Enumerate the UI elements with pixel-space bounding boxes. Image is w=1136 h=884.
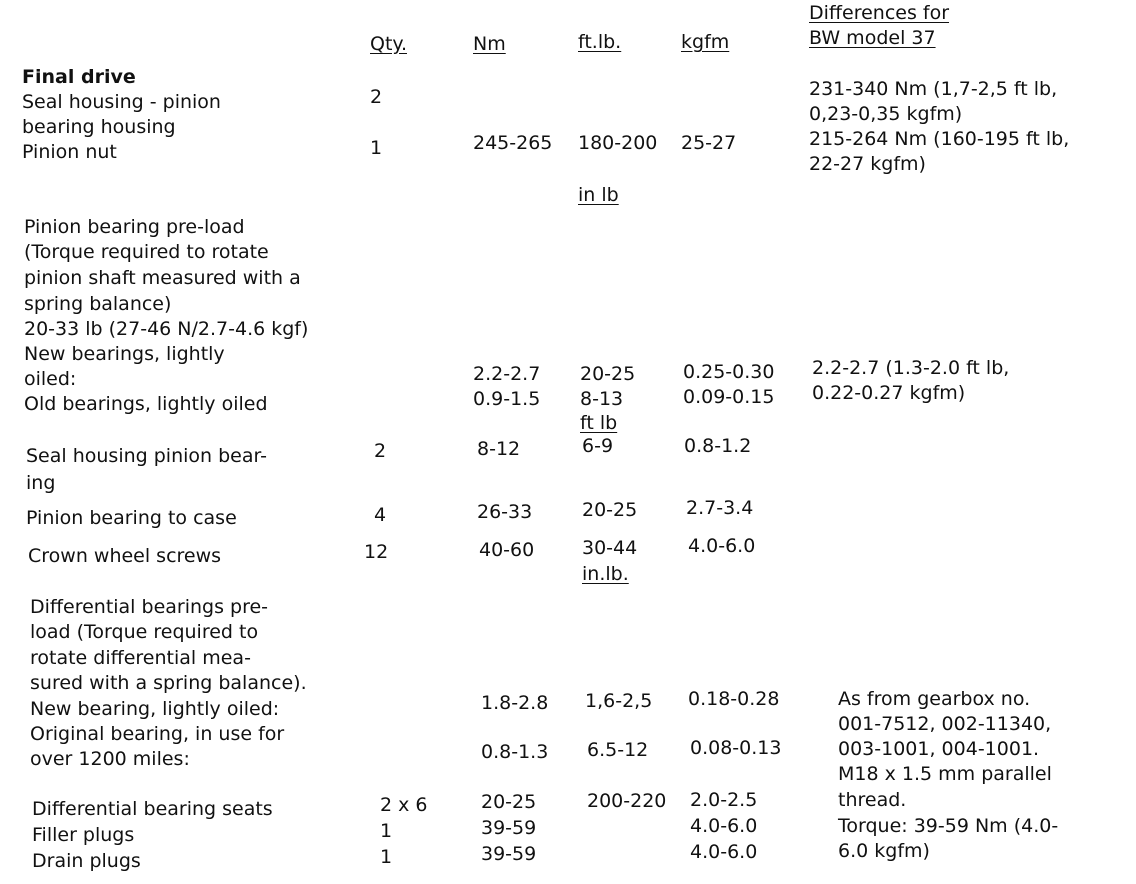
header-qty: Qty.	[370, 33, 407, 55]
pinion-nut-kgfm: 25-27	[681, 132, 737, 154]
header-nm: Nm	[473, 33, 506, 55]
unit-label-ft-lb: ft lb	[580, 412, 618, 434]
pinion-new-nm: 2.2-2.7	[473, 363, 541, 385]
unit-label-in-lb-2: in.lb.	[582, 563, 629, 585]
diff-seats-inlb: 200-220	[587, 790, 667, 812]
diff-orig-inlb: 6.5-12	[587, 739, 649, 761]
diff-orig-kgfm: 0.08-0.13	[690, 737, 782, 759]
pinion-nut-diff-line1: 215-264 Nm (160-195 ft lb,	[809, 128, 1070, 150]
filler-plugs-label: Filler plugs	[32, 824, 135, 846]
pinion-case-label: Pinion bearing to case	[26, 507, 237, 529]
crown-wheel-ftlb: 30-44	[582, 537, 638, 559]
bottom-note-line5: thread.	[838, 789, 907, 811]
pinion-nut-qty: 1	[370, 137, 383, 159]
pinion-old-inlb: 8-13	[580, 388, 624, 410]
seal-housing-diff-line2: 0,23-0,35 kgfm)	[809, 103, 963, 125]
header-ftlb: ft.lb.	[578, 31, 622, 53]
diff-new-nm: 1.8-2.8	[481, 692, 549, 714]
diff-orig-nm: 0.8-1.3	[481, 741, 549, 763]
bottom-note-line4: M18 x 1.5 mm parallel	[838, 763, 1052, 785]
pinion-old-kgfm: 0.09-0.15	[683, 386, 775, 408]
crown-wheel-nm: 40-60	[479, 539, 535, 561]
diff-preload-line4: sured with a spring balance).	[30, 672, 307, 694]
crown-wheel-kgfm: 4.0-6.0	[688, 535, 756, 557]
pinion-preload-line3: pinion shaft measured with a	[24, 267, 301, 289]
pinion-preload-line5: 20-33 lb (27-46 N/2.7-4.6 kgf)	[24, 318, 309, 340]
bottom-note-line1: As from gearbox no.	[838, 688, 1031, 710]
filler-plugs-kgfm: 4.0-6.0	[690, 815, 758, 837]
seal-bearing-qty: 2	[374, 440, 387, 462]
crown-wheel-label: Crown wheel screws	[28, 545, 222, 567]
pinion-case-kgfm: 2.7-3.4	[686, 497, 754, 519]
diff-seats-kgfm: 2.0-2.5	[690, 789, 758, 811]
filler-plugs-qty: 1	[380, 820, 393, 842]
seal-bearing-nm: 8-12	[477, 438, 521, 460]
diff-seats-qty: 2 x 6	[380, 794, 428, 816]
pinion-nut-diff-line2: 22-27 kgfm)	[809, 153, 926, 175]
drain-plugs-qty: 1	[380, 846, 393, 868]
pinion-preload-line6: New bearings, lightly	[24, 343, 225, 365]
diff-seats-nm: 20-25	[481, 791, 537, 813]
pinion-new-diff: 2.2-2.7 (1.3-2.0 ft lb,	[812, 357, 1010, 379]
diff-preload-line1: Differential bearings pre-	[30, 596, 269, 618]
bottom-note-line7: 6.0 kgfm)	[838, 840, 930, 862]
pinion-case-ftlb: 20-25	[582, 499, 638, 521]
pinion-case-qty: 4	[374, 504, 387, 526]
diff-orig-label-line1: Original bearing, in use for	[30, 723, 285, 745]
crown-wheel-qty: 12	[364, 541, 389, 563]
diff-preload-line2: load (Torque required to	[30, 621, 259, 643]
diff-orig-label-line2: over 1200 miles:	[30, 748, 190, 770]
bottom-note-line6: Torque: 39-59 Nm (4.0-	[838, 815, 1059, 837]
seal-housing-label-line2: bearing housing	[22, 116, 176, 138]
diff-new-label: New bearing, lightly oiled:	[30, 698, 280, 720]
drain-plugs-nm: 39-59	[481, 843, 537, 865]
pinion-case-nm: 26-33	[477, 501, 533, 523]
seal-bearing-label-line1: Seal housing pinion bear-	[26, 445, 267, 467]
pinion-preload-line2: (Torque required to rotate	[24, 241, 269, 263]
pinion-nut-nm: 245-265	[473, 132, 553, 154]
seal-bearing-kgfm: 0.8-1.2	[684, 435, 752, 457]
pinion-old-label: Old bearings, lightly oiled	[24, 393, 268, 415]
pinion-preload-line7: oiled:	[24, 368, 77, 390]
pinion-old-diff: 0.22-0.27 kgfm)	[812, 382, 966, 404]
pinion-new-kgfm: 0.25-0.30	[683, 361, 775, 383]
header-differences-line2: BW model 37	[809, 27, 936, 49]
pinion-old-nm: 0.9-1.5	[473, 388, 541, 410]
diff-new-inlb: 1,6-2,5	[585, 690, 653, 712]
pinion-nut-ftlb: 180-200	[578, 132, 658, 154]
header-differences-line1: Differences for	[809, 2, 950, 24]
section-title-final-drive: Final drive	[22, 66, 136, 88]
diff-seats-label: Differential bearing seats	[32, 798, 273, 820]
filler-plugs-nm: 39-59	[481, 817, 537, 839]
seal-bearing-label-line2: ing	[26, 472, 56, 494]
pinion-preload-line1: Pinion bearing pre-load	[24, 216, 245, 238]
seal-bearing-ftlb: 6-9	[582, 435, 614, 457]
drain-plugs-label: Drain plugs	[32, 850, 141, 872]
diff-preload-line3: rotate differential mea-	[30, 647, 251, 669]
pinion-nut-label: Pinion nut	[22, 141, 117, 163]
bottom-note-line2: 001-7512, 002-11340,	[838, 713, 1052, 735]
header-kgfm: kgfm	[681, 31, 730, 53]
seal-housing-diff-line1: 231-340 Nm (1,7-2,5 ft lb,	[809, 78, 1058, 100]
pinion-new-inlb: 20-25	[580, 363, 636, 385]
drain-plugs-kgfm: 4.0-6.0	[690, 841, 758, 863]
seal-housing-qty: 2	[370, 86, 383, 108]
diff-new-kgfm: 0.18-0.28	[688, 688, 780, 710]
unit-label-in-lb: in lb	[578, 184, 619, 206]
bottom-note-line3: 003-1001, 004-1001.	[838, 738, 1040, 760]
pinion-preload-line4: spring balance)	[24, 293, 172, 315]
seal-housing-label-line1: Seal housing - pinion	[22, 91, 221, 113]
